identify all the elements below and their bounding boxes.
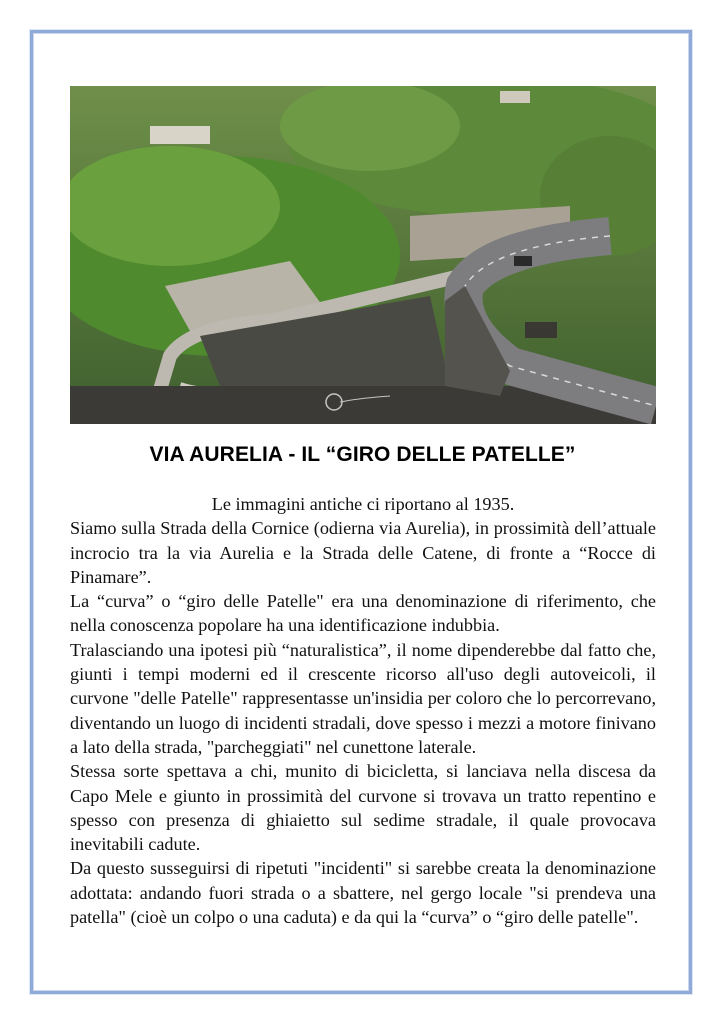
historic-road-photo — [70, 86, 656, 424]
vintage-car — [514, 256, 532, 266]
photo-illustration — [70, 86, 656, 424]
article-body — [70, 492, 656, 929]
paragraph-location: Siamo sulla Strada della Cornice (odierna via Aurelia), in prossimità dell’attuale incrocio tra la via Aurelia e la Strada delle Catene, di fronte a “Rocce di Pinamare”. — [70, 518, 656, 587]
paragraph-cyclists: Stessa sorte spettava a chi, munito di bicicletta, si lanciava nella discesa da Capo Mele e giunto in prossimità del curvone si trovava un tratto repentino e spesso con presenza di ghiaietto sul sedime stradale, il quale provocava inevitabili cadute. — [70, 761, 656, 855]
vintage-truck — [525, 322, 557, 338]
page-title: VIA AURELIA - IL “GIRO DELLE PATELLE” — [149, 443, 576, 466]
paragraph-conclusion: Da questo susseguirsi di ripetuti "incidenti" si sarebbe creata la denominazione adottata: andando fuori strada o a sbattere, nel gergo locale "si prendeva una patella" (cioè un colpo o una caduta) e da qui la “curva” o “giro delle patelle". — [70, 858, 656, 928]
building — [150, 126, 210, 144]
intro-paragraph: Le immagini antiche ci riportano al 1935. — [211, 494, 515, 514]
paragraph-hypothesis: Tralasciando una ipotesi più “naturalistica”, il nome dipenderebbe dal fatto che, giunti i tempi moderni ed il crescente ricorso all'uso degli autoveicoli, il curvone "delle Patelle" rappresentasse un'insidia per coloro che lo percorrevano, diventando un luogo di incidenti stradali, dove spesso i mezzi a motore finivano a lato della strada, "parcheggiati" nel cunettone laterale. — [70, 639, 656, 757]
paragraph-naming: La “curva” o “giro delle Patelle" era una denominazione di riferimento, che nella conoscenza popolare ha una identificazione indubbia. — [70, 591, 656, 636]
